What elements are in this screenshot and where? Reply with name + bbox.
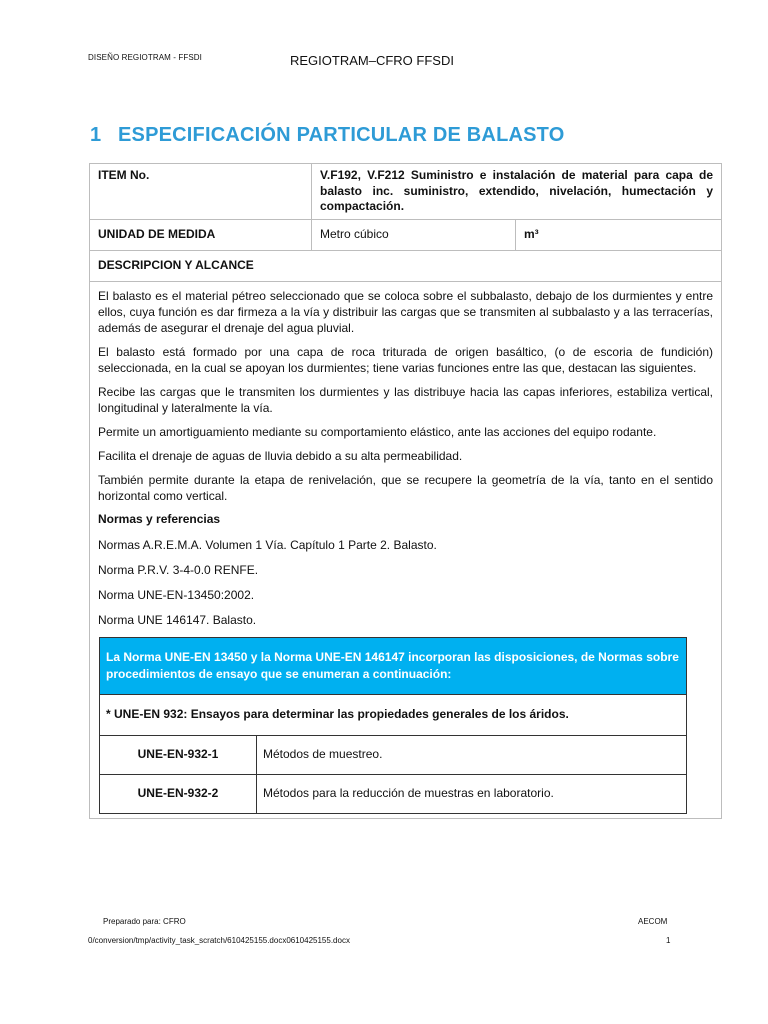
test-method-desc: Métodos para la reducción de muestras en laboratorio. bbox=[257, 774, 687, 813]
test-method-code: UNE-EN-932-2 bbox=[100, 774, 257, 813]
footer-company: AECOM bbox=[638, 917, 668, 926]
test-method-code: UNE-EN-932-1 bbox=[100, 735, 257, 774]
unit-label: UNIDAD DE MEDIDA bbox=[90, 220, 312, 251]
test-methods-banner: La Norma UNE-EN 13450 y la Norma UNE-EN 146147 incorporan las disposiciones, de Normas sobre procedimientos de ensayo que se enumeran a continuación: bbox=[100, 637, 687, 694]
norm-item: Norma P.R.V. 3-4-0.0 RENFE. bbox=[98, 562, 259, 577]
paragraph: Permite un amortiguamiento mediante su comportamiento elástico, ante las acciones del equipo rodante. bbox=[98, 425, 657, 439]
section-title: ESPECIFICACIÓN PARTICULAR DE BALASTO bbox=[118, 124, 565, 146]
unit-row bbox=[90, 220, 722, 251]
unit-symbol: m³ bbox=[516, 220, 722, 251]
test-method-row bbox=[100, 735, 687, 774]
footer-prepared: Preparado para: CFRO bbox=[103, 917, 186, 926]
desc-header-row bbox=[90, 251, 722, 282]
item-row bbox=[90, 164, 722, 220]
paragraph: Recibe las cargas que le transmiten los durmientes y las distribuye hacia las capas inferiores, estabiliza vertical, longitudinal y lateralmente la vía. bbox=[98, 385, 713, 415]
desc-label: DESCRIPCION Y ALCANCE bbox=[90, 251, 722, 282]
test-method-desc: Métodos de muestreo. bbox=[257, 735, 687, 774]
paragraph: También permite durante la etapa de renivelación, que se recupere la geometría de la vía, tanto en el sentido horizontal como vertical. bbox=[98, 473, 713, 503]
paragraph: El balasto es el material pétreo seleccionado que se coloca sobre el subbalasto, debajo de los durmientes y entre ellos, cuya función es dar firmeza a la vía y distribuir las cargas que se transmiten al subbalasto y a las terracerías, además de asegurar el drenaje del agua pluvial. bbox=[98, 289, 713, 335]
test-methods-table bbox=[99, 637, 687, 814]
desc-body bbox=[90, 282, 722, 819]
test-method-row bbox=[100, 774, 687, 813]
test-methods-subheading: * UNE-EN 932: Ensayos para determinar las propiedades generales de los áridos. bbox=[100, 694, 687, 735]
norm-item: Norma UNE-EN-13450:2002. bbox=[98, 587, 255, 602]
section-heading bbox=[90, 124, 564, 147]
header-left: DISEÑO REGIOTRAM - FFSDI bbox=[88, 53, 202, 62]
paragraph: Facilita el drenaje de aguas de lluvia debido a su alta permeabilidad. bbox=[98, 449, 463, 463]
header-center: REGIOTRAM–CFRO FFSDI bbox=[290, 53, 454, 68]
norms-heading: Normas y referencias bbox=[98, 512, 221, 526]
spec-table bbox=[89, 163, 722, 819]
item-label: ITEM No. bbox=[90, 164, 312, 220]
page-number: 1 bbox=[666, 936, 671, 945]
paragraph: El balasto está formado por una capa de roca triturada de origen basáltico, (o de escoria de fundición) seleccionada, en la cual se apoyan los durmientes; tiene varias funciones entre las que, destacan las siguientes. bbox=[98, 345, 713, 375]
desc-body-row bbox=[90, 282, 722, 819]
footer-path: 0/conversion/tmp/activity_task_scratch/610425155.docx0610425155.docx bbox=[88, 936, 350, 945]
section-number: 1 bbox=[90, 124, 102, 146]
item-value: V.F192, V.F212 Suministro e instalación de material para capa de balasto inc. suministro, extendido, nivelación, humectación y compactación. bbox=[312, 164, 722, 220]
norm-item: Normas A.R.E.M.A. Volumen 1 Vía. Capítulo 1 Parte 2. Balasto. bbox=[98, 537, 437, 552]
norm-item: Norma UNE 146147. Balasto. bbox=[98, 612, 257, 627]
unit-value: Metro cúbico bbox=[312, 220, 516, 251]
